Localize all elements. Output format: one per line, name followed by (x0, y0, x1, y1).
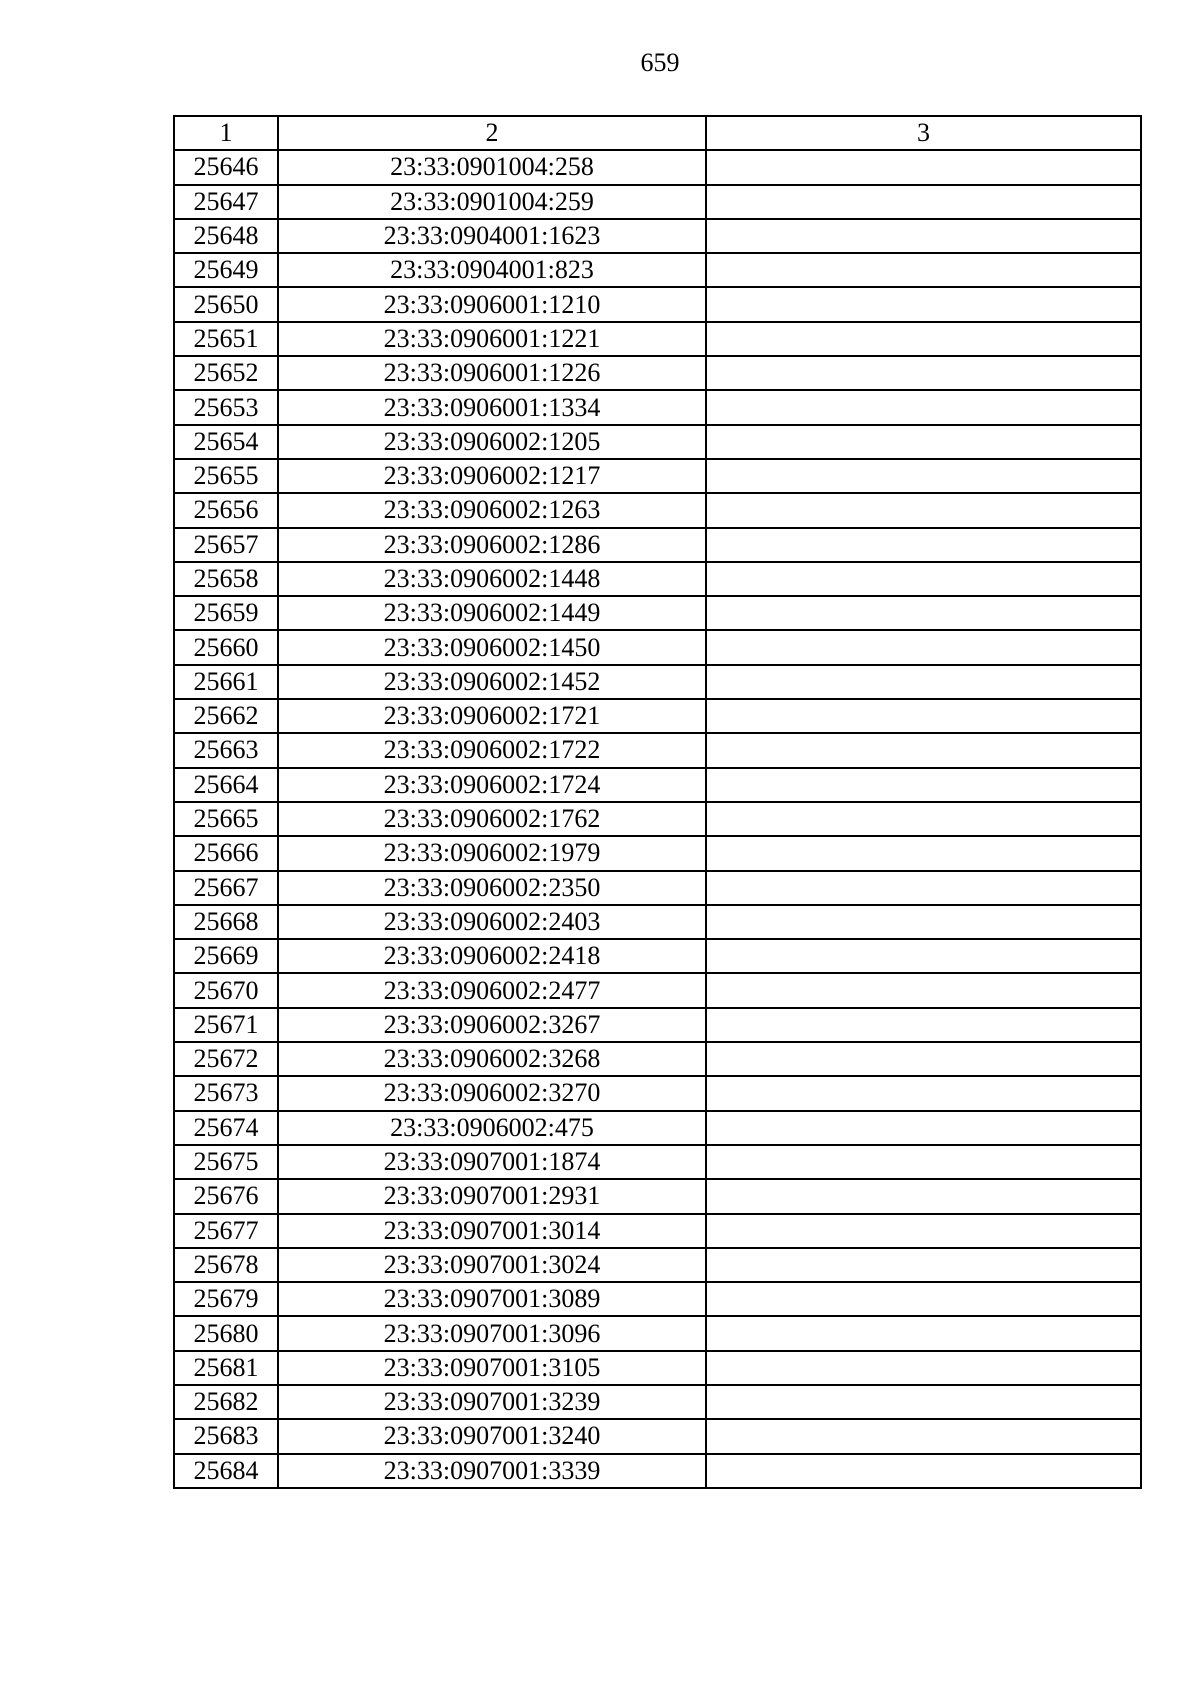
table-row (174, 1214, 1141, 1248)
row-number-cell: 25651 (174, 322, 278, 356)
table-row (174, 528, 1141, 562)
note-cell (706, 322, 1141, 356)
cadastral-number-cell: 23:33:0906002:1452 (278, 665, 706, 699)
cadastral-number-cell: 23:33:0906002:1205 (278, 425, 706, 459)
table-row (174, 425, 1141, 459)
cadastral-number-cell: 23:33:0907001:3014 (278, 1214, 706, 1248)
note-cell (706, 1111, 1141, 1145)
cadastral-number-cell: 23:33:0906002:475 (278, 1111, 706, 1145)
table-row (174, 322, 1141, 356)
note-cell (706, 1454, 1141, 1488)
table-row (174, 973, 1141, 1007)
row-number-cell: 25674 (174, 1111, 278, 1145)
table-row (174, 493, 1141, 527)
row-number-cell: 25659 (174, 596, 278, 630)
cadastral-number-cell: 23:33:0907001:3024 (278, 1248, 706, 1282)
note-cell (706, 1248, 1141, 1282)
note-cell (706, 1042, 1141, 1076)
table-row (174, 665, 1141, 699)
note-cell (706, 1145, 1141, 1179)
row-number-cell: 25655 (174, 459, 278, 493)
row-number-cell: 25680 (174, 1316, 278, 1350)
note-cell (706, 528, 1141, 562)
table-row (174, 1316, 1141, 1350)
cadastral-number-cell: 23:33:0906002:3268 (278, 1042, 706, 1076)
note-cell (706, 219, 1141, 253)
cadastral-number-cell: 23:33:0906001:1226 (278, 356, 706, 390)
cadastral-number-cell: 23:33:0907001:3089 (278, 1282, 706, 1316)
note-cell (706, 150, 1141, 184)
note-cell (706, 939, 1141, 973)
table-row (174, 1145, 1141, 1179)
table-row (174, 459, 1141, 493)
row-number-cell: 25677 (174, 1214, 278, 1248)
table-row (174, 253, 1141, 287)
note-cell (706, 562, 1141, 596)
row-number-cell: 25678 (174, 1248, 278, 1282)
row-number-cell: 25668 (174, 905, 278, 939)
cadastral-number-cell: 23:33:0906001:1210 (278, 287, 706, 321)
row-number-cell: 25654 (174, 425, 278, 459)
note-cell (706, 665, 1141, 699)
row-number-cell: 25652 (174, 356, 278, 390)
data-table (173, 115, 1142, 1489)
table-row (174, 1008, 1141, 1042)
cadastral-number-cell: 23:33:0906002:2418 (278, 939, 706, 973)
note-cell (706, 1419, 1141, 1453)
row-number-cell: 25663 (174, 733, 278, 767)
cadastral-number-cell: 23:33:0906002:1724 (278, 768, 706, 802)
cadastral-number-cell: 23:33:0906001:1334 (278, 390, 706, 424)
row-number-cell: 25658 (174, 562, 278, 596)
cadastral-number-cell: 23:33:0907001:3240 (278, 1419, 706, 1453)
note-cell (706, 459, 1141, 493)
row-number-cell: 25673 (174, 1076, 278, 1110)
cadastral-number-cell: 23:33:0906002:1217 (278, 459, 706, 493)
row-number-cell: 25681 (174, 1351, 278, 1385)
row-number-cell: 25669 (174, 939, 278, 973)
row-number-cell: 25662 (174, 699, 278, 733)
cadastral-number-cell: 23:33:0906002:2403 (278, 905, 706, 939)
table-row (174, 1419, 1141, 1453)
note-cell (706, 596, 1141, 630)
row-number-cell: 25660 (174, 630, 278, 664)
table-row (174, 1076, 1141, 1110)
table-row (174, 219, 1141, 253)
row-number-cell: 25647 (174, 185, 278, 219)
table-row (174, 1248, 1141, 1282)
row-number-cell: 25648 (174, 219, 278, 253)
row-number-cell: 25676 (174, 1179, 278, 1213)
cadastral-number-cell: 23:33:0906002:1721 (278, 699, 706, 733)
note-cell (706, 185, 1141, 219)
page-number: 659 (640, 48, 680, 77)
cadastral-number-cell: 23:33:0907001:3096 (278, 1316, 706, 1350)
cadastral-number-cell: 23:33:0906002:1449 (278, 596, 706, 630)
row-number-cell: 25670 (174, 973, 278, 1007)
note-cell (706, 630, 1141, 664)
note-cell (706, 836, 1141, 870)
table-row (174, 768, 1141, 802)
table-row (174, 905, 1141, 939)
note-cell (706, 1214, 1141, 1248)
table-row (174, 1042, 1141, 1076)
row-number-cell: 25683 (174, 1419, 278, 1453)
column-header: 3 (706, 116, 1141, 150)
row-number-cell: 25650 (174, 287, 278, 321)
row-number-cell: 25664 (174, 768, 278, 802)
table-header-row (174, 116, 1141, 150)
table-row (174, 562, 1141, 596)
note-cell (706, 768, 1141, 802)
cadastral-number-cell: 23:33:0907001:3239 (278, 1385, 706, 1419)
note-cell (706, 356, 1141, 390)
note-cell (706, 425, 1141, 459)
table-row (174, 871, 1141, 905)
table-row (174, 1351, 1141, 1385)
cadastral-number-cell: 23:33:0906002:2350 (278, 871, 706, 905)
table-body (174, 150, 1141, 1488)
note-cell (706, 493, 1141, 527)
note-cell (706, 802, 1141, 836)
note-cell (706, 253, 1141, 287)
cadastral-number-cell: 23:33:0906002:1448 (278, 562, 706, 596)
table-row (174, 733, 1141, 767)
note-cell (706, 905, 1141, 939)
cadastral-number-cell: 23:33:0901004:258 (278, 150, 706, 184)
note-cell (706, 733, 1141, 767)
table-row (174, 1179, 1141, 1213)
table-row (174, 1282, 1141, 1316)
cadastral-number-cell: 23:33:0906002:1722 (278, 733, 706, 767)
table-row (174, 356, 1141, 390)
row-number-cell: 25656 (174, 493, 278, 527)
table-row (174, 596, 1141, 630)
table-row (174, 185, 1141, 219)
row-number-cell: 25666 (174, 836, 278, 870)
row-number-cell: 25649 (174, 253, 278, 287)
cadastral-number-cell: 23:33:0906002:2477 (278, 973, 706, 1007)
note-cell (706, 1385, 1141, 1419)
table-row (174, 939, 1141, 973)
row-number-cell: 25675 (174, 1145, 278, 1179)
cadastral-number-cell: 23:33:0904001:1623 (278, 219, 706, 253)
table-row (174, 287, 1141, 321)
note-cell (706, 390, 1141, 424)
row-number-cell: 25671 (174, 1008, 278, 1042)
row-number-cell: 25657 (174, 528, 278, 562)
column-header: 1 (174, 116, 278, 150)
cadastral-number-cell: 23:33:0907001:2931 (278, 1179, 706, 1213)
note-cell (706, 1282, 1141, 1316)
table-row (174, 699, 1141, 733)
cadastral-number-cell: 23:33:0904001:823 (278, 253, 706, 287)
column-header: 2 (278, 116, 706, 150)
cadastral-number-cell: 23:33:0906001:1221 (278, 322, 706, 356)
table-row (174, 390, 1141, 424)
row-number-cell: 25682 (174, 1385, 278, 1419)
note-cell (706, 1076, 1141, 1110)
row-number-cell: 25646 (174, 150, 278, 184)
table-row (174, 1111, 1141, 1145)
note-cell (706, 1351, 1141, 1385)
table-row (174, 150, 1141, 184)
cadastral-number-cell: 23:33:0906002:1762 (278, 802, 706, 836)
table-row (174, 1385, 1141, 1419)
row-number-cell: 25679 (174, 1282, 278, 1316)
note-cell (706, 1008, 1141, 1042)
table-row (174, 630, 1141, 664)
cadastral-number-cell: 23:33:0907001:3105 (278, 1351, 706, 1385)
note-cell (706, 871, 1141, 905)
row-number-cell: 25684 (174, 1454, 278, 1488)
table-row (174, 1454, 1141, 1488)
cadastral-number-cell: 23:33:0906002:1286 (278, 528, 706, 562)
table-row (174, 802, 1141, 836)
table-row (174, 836, 1141, 870)
cadastral-number-cell: 23:33:0906002:3270 (278, 1076, 706, 1110)
cadastral-number-cell: 23:33:0907001:1874 (278, 1145, 706, 1179)
row-number-cell: 25653 (174, 390, 278, 424)
note-cell (706, 1179, 1141, 1213)
note-cell (706, 699, 1141, 733)
row-number-cell: 25672 (174, 1042, 278, 1076)
cadastral-number-cell: 23:33:0907001:3339 (278, 1454, 706, 1488)
cadastral-number-cell: 23:33:0901004:259 (278, 185, 706, 219)
row-number-cell: 25665 (174, 802, 278, 836)
cadastral-number-cell: 23:33:0906002:1979 (278, 836, 706, 870)
cadastral-number-cell: 23:33:0906002:1263 (278, 493, 706, 527)
row-number-cell: 25667 (174, 871, 278, 905)
note-cell (706, 973, 1141, 1007)
cadastral-number-cell: 23:33:0906002:3267 (278, 1008, 706, 1042)
note-cell (706, 1316, 1141, 1350)
row-number-cell: 25661 (174, 665, 278, 699)
cadastral-number-cell: 23:33:0906002:1450 (278, 630, 706, 664)
note-cell (706, 287, 1141, 321)
